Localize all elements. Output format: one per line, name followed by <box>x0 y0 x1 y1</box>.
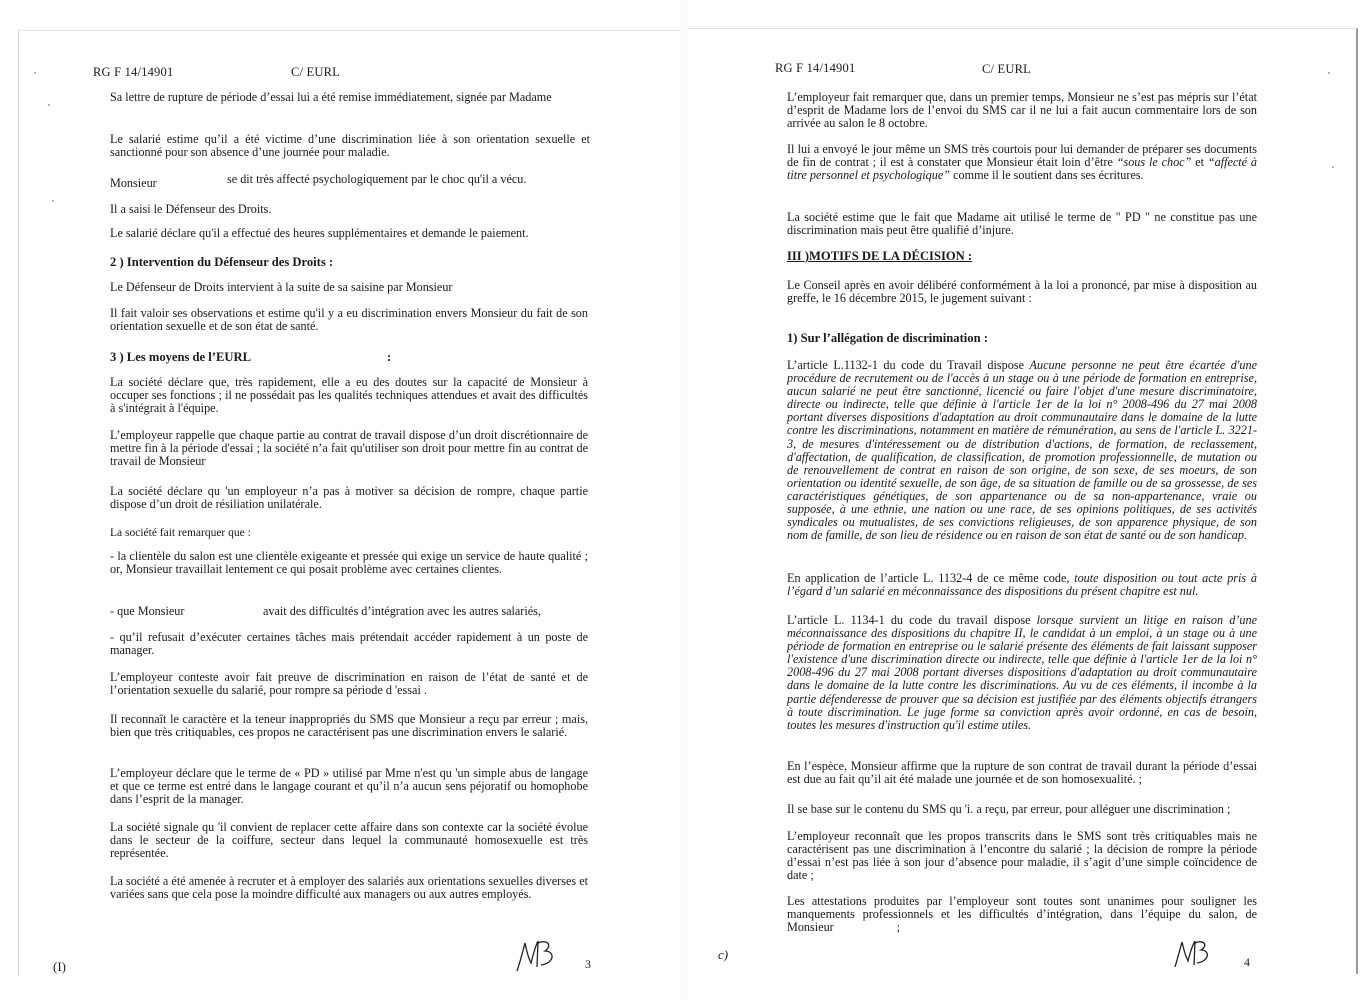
paragraph <box>787 572 1257 598</box>
scan-speck <box>48 104 50 106</box>
paragraph: Le salarié estime qu’il a été victime d’une discrimination liée à son orientation sexuelle et sanctionné pour son absence d’une journée pour maladie. <box>110 132 590 159</box>
paragraph: Monsieur <box>110 176 157 190</box>
paragraph <box>787 143 1257 182</box>
initials-signature <box>511 937 561 977</box>
paragraph: Il reconnaît le caractère et la teneur inappropriés du SMS que Monsieur a reçu par erreur ; mais, bien que très critiquables, ces propos ne caractérisent pas une discrimination envers le salarié. <box>110 712 588 739</box>
text-run: Les attestations produites par l’employeur sont toutes sont unanimes pour souligner les manquements professionnels et les difficultés d’intégration, dans l’équipe du salon, de Monsieur <box>787 894 1257 934</box>
paragraph <box>787 614 1257 732</box>
quote: “affecté à titre personnel et psychologique” <box>787 155 1258 182</box>
scan-speck <box>1328 72 1330 74</box>
case-party: C/ EURL <box>291 65 340 79</box>
case-reference: RG F 14/14901 <box>93 65 174 79</box>
section-heading: III )MOTIFS DE LA DÉCISION : <box>787 249 973 263</box>
page-number: 4 <box>1244 955 1250 969</box>
case-party: C/ EURL <box>982 62 1031 76</box>
paragraph: La société fait remarquer que : <box>110 527 251 539</box>
paragraph: se dit très affecté psychologiquement par le choc qu'il a vécu. <box>227 172 527 186</box>
paragraph: Il a saisi le Défenseur des Droits. <box>110 202 272 216</box>
paragraph: La société déclare que, très rapidement, elle a eu des doutes sur la capacité de Monsieur à occuper ses fonctions ; il ne possédait pas les qualités techniques attendues et avait des difficultés à s'intégrait à l'équipe. <box>110 375 588 415</box>
paragraph: L’employeur fait remarquer que, dans un premier temps, Monsieur ne s’est pas mépris sur l’état d’esprit de Madame lors de l’envoi du SMS car il ne lui a fait aucun commentaire lors de son arrivée au salon le 8 octobre. <box>787 90 1257 130</box>
paragraph: L’employeur reconnaît que les propos transcrits dans le SMS sont très critiquables mais ne caractérisent pas une discrimination à l’encontre du salarié ; la décision de rompre la période d’essai n’est pas liée à son jour d’absence pour maladie, il s’agit d’une simple coïncidence de date ; <box>787 829 1257 882</box>
section-heading-colon: : <box>387 350 392 364</box>
section-heading: 1) Sur l’allégation de discrimination : <box>787 331 988 345</box>
text-run: comme il le soutient dans ses écritures. <box>953 168 1144 182</box>
paragraph: L’employeur déclare que le terme de « PD » utilisé par Mme n'est qu 'un simple abus de langage et que ce terme est entré dans le langage courant et qu’il n’a aucun sens péjoratif ou homophobe dans l’esprit de la manager. <box>110 766 588 806</box>
text-run: et <box>1195 155 1204 169</box>
paragraph: L’employeur conteste avoir fait preuve de discrimination en raison de l’état de santé et de l’orientation sexuelle du salarié, pour rompre sa période d 'essai . <box>110 670 588 697</box>
scan-speck <box>52 200 54 202</box>
section-heading: 3 ) Les moyens de l’EURL <box>110 350 251 364</box>
legal-quote: Aucune personne ne peut être écartée d'une procédure de recrutement ou de l'accès à un stage ou à une période de formation en entreprise, aucun salarié ne peut être sanctionné, licencié ou faire l'objet d'une mesure discriminatoire, directe ou indirecte, telle que définie à l'article 1er de la loi n° 2008-496 du 27 mai 2008 portant diverses dispositions d'adaptation au droit communautaire dans le domaine de la lutte contre les discriminations, notamment en matière de rémunération, au sens de l'article L. 3221-3, de mesures d'intéressement ou de distribution d'actions, de formation, de reclassement, d'affectation, de qualification, de classification, de promotion professionnelle, de mutation ou de renouvellement de contrat en raison de son origine, de son sexe, de ses moeurs, de son orientation ou identité sexuelle, de son âge, de sa situation de famille ou de sa grossesse, de ses caractéristiques génétiques, de son appartenance ou de sa non-appartenance, vraie ou supposée, à une ethnie, une nation ou une race, de ses opinions politiques, de ses activités syndicales ou mutualistes, de ses convictions religieuses, de son apparence physique, de son nom de famille, de son lieu de résidence ou en raison de son état de santé ou de son handicap. <box>787 358 1258 543</box>
paragraph: La société a été amenée à recruter et à employer des salariés aux orientations sexuelles diverses et variées sans que cela pose la moindre difficulté aux managers ou aux autres employés. <box>110 874 588 901</box>
section-heading: 2 ) Intervention du Défenseur des Droits : <box>110 255 334 269</box>
initials-signature <box>1170 937 1214 973</box>
text-run: ; <box>896 920 901 934</box>
paragraph <box>787 895 1257 934</box>
paragraph: La société déclare qu 'un employeur n’a pas à motiver sa décision de rompre, chaque partie dispose d’un droit de résiliation unilatérale. <box>110 484 588 511</box>
text-run: L’article L.1132-1 du code du Travail dispose <box>787 358 1024 372</box>
paragraph: Le Conseil après en avoir délibéré conformément à la loi a prononcé, par mise à disposition au greffe, le 16 décembre 2015, le jugement suivant : <box>787 278 1257 305</box>
paragraph: Il fait valoir ses observations et estime qu'il y a eu discrimination envers Monsieur du fait de son orientation sexuelle et de son état de santé. <box>110 306 588 333</box>
page-3 <box>18 30 680 976</box>
text-run: Il lui a envoyé le jour même un SMS très courtois pour lui demander de préparer ses documents de fin de contrat ; il est à constater que Monsieur était loin d’être <box>787 142 1257 169</box>
margin-mark: c) <box>718 947 729 962</box>
paragraph: Le Défenseur de Droits intervient à la suite de sa saisine par Monsieur <box>110 280 453 294</box>
paragraph <box>787 359 1257 542</box>
scan-gap <box>680 0 688 1000</box>
text-run: L’article L. 1134-1 du code du travail dispose <box>787 613 1031 627</box>
legal-quote: toute disposition ou tout acte pris à l’égard d’un salarié en méconnaissance des dispositions du présent chapitre est nul. <box>787 571 1258 598</box>
paragraph: En l’espèce, Monsieur affirme que la rupture de son contrat de travail durant la période d’essai est due au fait qu’il ait été malade une journée et de son homosexualité. ; <box>787 759 1257 786</box>
paragraph: - que Monsieur <box>110 604 185 618</box>
paragraph: L’employeur rappelle que chaque partie au contrat de travail dispose d’un droit discrétionnaire de mettre fin à la période d'essai ; la société n’a fait qu'utiliser son droit pour mettre fin au contrat de travail de Monsieur <box>110 428 588 468</box>
scan-speck <box>34 72 36 74</box>
paragraph: - qu’il refusait d’exécuter certaines tâches mais prétendait accéder rapidement à un poste de manager. <box>110 630 588 657</box>
text-run: En application de l’article L. 1132-4 de ce même code, <box>787 571 1070 585</box>
margin-mark: (I) <box>53 959 66 974</box>
paragraph: Il se base sur le contenu du SMS qu 'i. a reçu, par erreur, pour alléguer une discrimination ; <box>787 802 1231 816</box>
quote: “sous le choc” <box>1116 155 1192 169</box>
legal-quote: lorsque survient un litige en raison d’une méconnaissance des dispositions du chapitre II, le candidat à un emploi, à un stage ou à une période de formation en entreprise ou le salarié présente des éléments de fait laissant supposer l'existence d'une discrimination directe ou indirecte, telle que définie à l'article 1er de la loi n° 2008-496 du 27 mai 2008 portant diverses dispositions d'adaptation au droit communautaire dans le domaine de la lutte contre les discriminations. Au vu de ces éléments, il incombe à la partie défenderesse de prouver que sa décision est justifiée par des éléments objectifs étrangers à toute discrimination. Le juge forme sa conviction après avoir ordonné, en cas de besoin, toutes les mesures d'instruction qu'il estime utiles. <box>787 613 1258 732</box>
paragraph: La société signale qu 'il convient de replacer cette affaire dans son contexte car la société évolue dans le secteur de la coiffure, secteur dans lequel la communauté homosexuelle est très représentée. <box>110 820 588 860</box>
paragraph: - la clientèle du salon est une clientèle exigeante et pressée qui exige un service de haute qualité ; or, Monsieur travaillait lentement ce qui posait problème avec certaines clientes. <box>110 549 588 576</box>
page-number: 3 <box>585 957 591 971</box>
paragraph: La société estime que le fait que Madame ait utilisé le terme de " PD " ne constitue pas une discrimination mais peut être qualifié d’injure. <box>787 210 1257 237</box>
scan-speck <box>1332 166 1334 168</box>
case-reference: RG F 14/14901 <box>775 61 856 75</box>
paragraph: avait des difficultés d’intégration avec les autres salariés, <box>263 604 541 618</box>
page-4 <box>688 28 1358 974</box>
paragraph: Le salarié déclare qu'il a effectué des heures supplémentaires et demande le paiement. <box>110 226 529 240</box>
paragraph: Sa lettre de rupture de période d’essai lui a été remise immédiatement, signée par Madame <box>110 90 552 104</box>
